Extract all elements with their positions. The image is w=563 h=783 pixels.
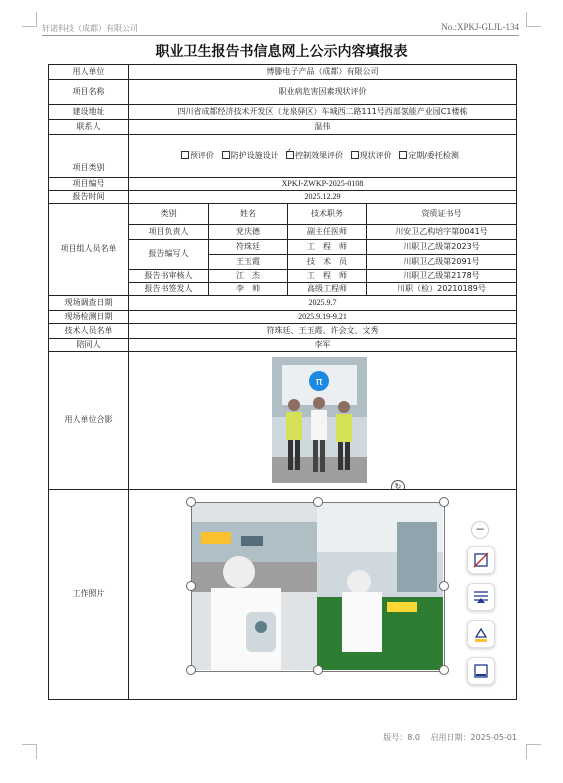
test-date-value[interactable]: 2025.9.19-9.21 bbox=[129, 311, 517, 324]
team-category: 报告编写人 bbox=[129, 240, 209, 270]
crop-fill-icon[interactable] bbox=[467, 620, 495, 648]
footer bbox=[375, 732, 517, 743]
team-header-title: 技术职务 bbox=[288, 204, 367, 225]
address-label: 建设地址 bbox=[49, 105, 129, 120]
text-wrap-icon[interactable] bbox=[467, 583, 495, 611]
team-category: 报告书签发人 bbox=[129, 283, 209, 296]
resize-handle[interactable] bbox=[439, 665, 449, 675]
group-photo[interactable] bbox=[272, 357, 367, 483]
report-time-value[interactable]: 2025.12.29 bbox=[129, 191, 517, 204]
escort-label: 陪同人 bbox=[49, 339, 129, 352]
image-wrap-icon[interactable] bbox=[467, 546, 495, 574]
team-name[interactable]: 江 杰 bbox=[209, 270, 288, 283]
crop-mark bbox=[22, 744, 37, 759]
escort-value[interactable]: 李军 bbox=[129, 339, 517, 352]
team-title[interactable]: 高级工程师 bbox=[288, 283, 367, 296]
crop-mark bbox=[526, 12, 541, 27]
selection-box bbox=[191, 502, 445, 672]
group-photo-image bbox=[272, 357, 367, 483]
team-header-cert: 资质证书号 bbox=[367, 204, 517, 225]
project-type-label: 项目类别 bbox=[49, 135, 129, 178]
project-name-label: 项目名称 bbox=[49, 80, 129, 105]
team-cert[interactable]: 川职（检）20210189号 bbox=[367, 283, 517, 296]
option-periodic-test[interactable]: 定期/委托检测 bbox=[399, 151, 459, 160]
checkbox-icon[interactable] bbox=[351, 151, 359, 159]
resize-handle[interactable] bbox=[186, 581, 196, 591]
team-cert[interactable]: 川职卫乙级第2178号 bbox=[367, 270, 517, 283]
team-category: 项目负责人 bbox=[129, 225, 209, 240]
team-title[interactable]: 技 术 员 bbox=[288, 255, 367, 270]
crop-mark bbox=[22, 12, 37, 27]
checkbox-checked-icon[interactable] bbox=[286, 151, 294, 159]
address-value[interactable]: 四川省成都经济技术开发区（龙泉驿区）车城西二路111号西部氢能产业园C1楼栋 bbox=[129, 105, 517, 120]
team-name[interactable]: 李 帅 bbox=[209, 283, 288, 296]
checkbox-icon[interactable] bbox=[399, 151, 407, 159]
resize-handle[interactable] bbox=[186, 665, 196, 675]
tech-staff-label: 技术人员名单 bbox=[49, 324, 129, 339]
project-type-options bbox=[129, 135, 517, 178]
contact-value[interactable]: 温伟 bbox=[129, 120, 517, 135]
survey-date-label: 现场调查日期 bbox=[49, 296, 129, 311]
header-company: 轩诺科技（成都）有限公司 bbox=[42, 24, 138, 33]
team-title[interactable]: 副主任医师 bbox=[288, 225, 367, 240]
team-header-category: 类别 bbox=[129, 204, 209, 225]
project-name-value[interactable]: 职业病危害因素现状评价 bbox=[129, 80, 517, 105]
resize-handle[interactable] bbox=[313, 665, 323, 675]
resize-handle[interactable] bbox=[439, 581, 449, 591]
team-title[interactable]: 工 程 师 bbox=[288, 270, 367, 283]
frame-icon[interactable] bbox=[467, 657, 495, 685]
project-no-value[interactable]: XPKJ-ZWKP-2025-0108 bbox=[129, 178, 517, 191]
employer-value[interactable]: 博滕电子产品（成都）有限公司 bbox=[129, 65, 517, 80]
resize-handle[interactable] bbox=[439, 497, 449, 507]
info-table bbox=[48, 64, 517, 700]
option-protection-design[interactable]: 防护设施设计 bbox=[222, 151, 279, 160]
team-header-name: 姓名 bbox=[209, 204, 288, 225]
resize-handle[interactable] bbox=[186, 497, 196, 507]
option-status-eval[interactable]: 现状评价 bbox=[351, 151, 392, 160]
footer-version: 版号：8.0 bbox=[383, 733, 420, 742]
team-name[interactable]: 党庆德 bbox=[209, 225, 288, 240]
project-no-label: 项目编号 bbox=[49, 178, 129, 191]
team-name[interactable]: 符珠廷 bbox=[209, 240, 288, 255]
team-label: 项目组人员名单 bbox=[49, 204, 129, 296]
team-category: 报告书审核人 bbox=[129, 270, 209, 283]
crop-mark bbox=[526, 744, 541, 759]
collapse-button[interactable]: − bbox=[471, 521, 489, 539]
header-divider bbox=[42, 35, 519, 36]
option-pre-eval[interactable]: 预评价 bbox=[181, 151, 214, 160]
team-name[interactable]: 王玉霞 bbox=[209, 255, 288, 270]
rotate-handle-icon[interactable]: ↻ bbox=[391, 480, 405, 490]
contact-label: 联系人 bbox=[49, 120, 129, 135]
footer-effective-date: 启用日期：2025-05-01 bbox=[430, 733, 517, 742]
checkbox-icon[interactable] bbox=[181, 151, 189, 159]
work-photo-cell bbox=[129, 490, 517, 700]
test-date-label: 现场检测日期 bbox=[49, 311, 129, 324]
team-cert[interactable]: 川职卫乙级第2091号 bbox=[367, 255, 517, 270]
group-photo-label: 用人单位合影 bbox=[49, 352, 129, 490]
team-cert[interactable]: 川安卫乙构培字第0041号 bbox=[367, 225, 517, 240]
team-cert[interactable]: 川职卫乙级第2023号 bbox=[367, 240, 517, 255]
report-time-label: 报告时间 bbox=[49, 191, 129, 204]
checkbox-icon[interactable] bbox=[222, 151, 230, 159]
employer-label: 用人单位 bbox=[49, 65, 129, 80]
work-photo-label: 工作照片 bbox=[49, 490, 129, 700]
svg-text:π: π bbox=[315, 375, 323, 388]
tech-staff-value[interactable]: 符珠廷、王玉霞、许会文、文秀 bbox=[129, 324, 517, 339]
survey-date-value[interactable]: 2025.9.7 bbox=[129, 296, 517, 311]
team-title[interactable]: 工 程 师 bbox=[288, 240, 367, 255]
option-control-effect[interactable]: ✓ 控制效果评价 bbox=[286, 151, 343, 160]
page-title: 职业卫生报告书信息网上公示内容填报表 bbox=[155, 44, 408, 60]
resize-handle[interactable] bbox=[313, 497, 323, 507]
group-photo-cell bbox=[129, 352, 517, 490]
header-code: No.:XPKJ-GLJL-134 bbox=[441, 22, 519, 32]
